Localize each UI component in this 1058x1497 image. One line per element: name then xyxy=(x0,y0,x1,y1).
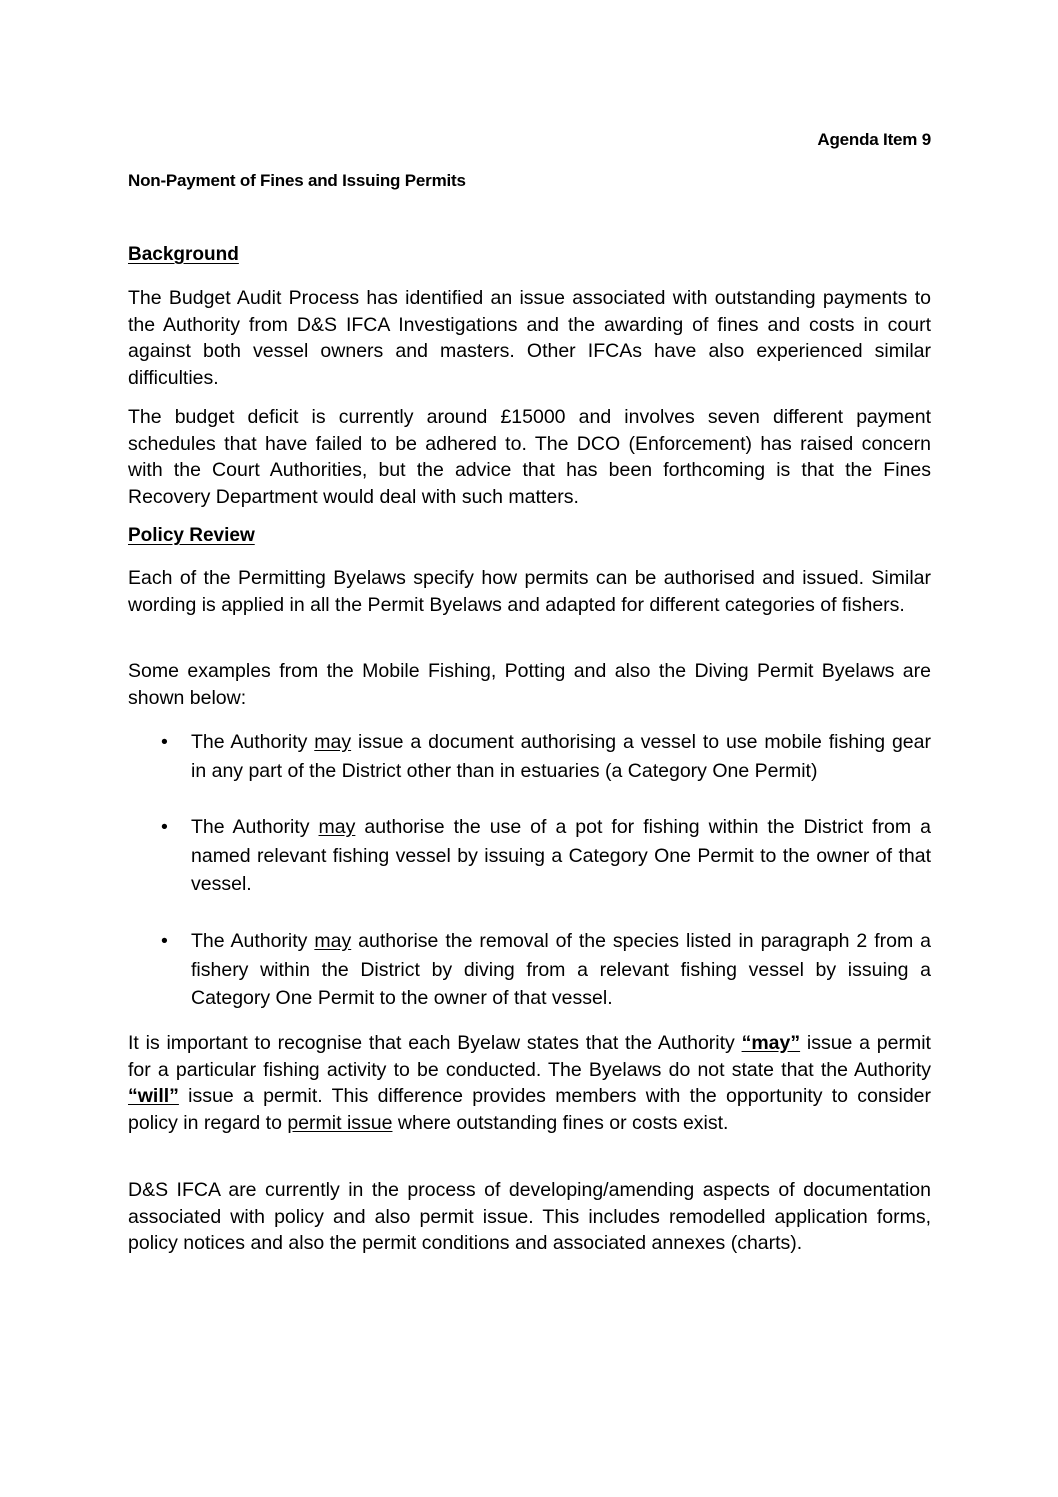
list-item-text: The Authority may authorise the use of a pot for fishing within the District from a named relevant fishing vessel by issuing a Category One Permit to the owner of that vessel. xyxy=(191,816,931,895)
policy-review-paragraph-4: D&S IFCA are currently in the process of developing/amending aspects of documentation associated with policy and also permit issue. This includes remodelled application forms, policy notices and also the permit conditions and associated annexes (charts). xyxy=(128,1179,931,1254)
background-paragraph-2: The budget deficit is currently around £15000 and involves seven different payment schedules that have failed to be adhered to. The DCO (Enforcement) has raised concern with the Court Authorities, but the advice that has been forthcoming is that the Fines Recovery Department would deal with such matters. xyxy=(128,406,931,508)
emphasis-may: may xyxy=(318,816,356,838)
policy-review-heading: Policy Review xyxy=(128,525,255,546)
emphasis-may: may xyxy=(314,731,352,753)
policy-review-paragraph-3: It is important to recognise that each Byelaw states that the Authority “may” issue a permit for a particular fishing activity to be conducted. The Byelaws do not state that the Authority “will” issue a permit. This difference provides members with the opportunity to consider policy in regard to permit issue where outstanding fines or costs exist. xyxy=(128,1032,931,1134)
permit-issue-emphasis: permit issue xyxy=(287,1111,393,1134)
quoted-will: “will” xyxy=(128,1085,179,1107)
policy-review-paragraph-2: Some examples from the Mobile Fishing, Potting and also the Diving Permit Byelaws are shown below: xyxy=(128,660,931,709)
bullet-marker: • xyxy=(161,731,168,753)
bullet-marker: • xyxy=(161,930,168,952)
background-heading: Background xyxy=(128,244,239,265)
policy-review-paragraph-1: Each of the Permitting Byelaws specify how permits can be authorised and issued. Similar wording is applied in all the Permit Byelaws and adapted for different categories of fishers. xyxy=(128,567,931,616)
agenda-item-label: Agenda Item 9 xyxy=(817,130,931,149)
list-item-text: The Authority may issue a document authorising a vessel to use mobile fishing gear in any part of the District other than in estuaries (a Category One Permit) xyxy=(191,731,931,782)
quoted-may: “may” xyxy=(741,1032,801,1054)
background-paragraph-1: The Budget Audit Process has identified an issue associated with outstanding payments to the Authority from D&S IFCA Investigations and the awarding of fines and costs in court against both vessel owners and masters. Other IFCAs have also experienced similar difficulties. xyxy=(128,287,931,389)
emphasis-may: may xyxy=(314,930,352,952)
document-page xyxy=(128,0,931,1497)
bullet-marker: • xyxy=(161,816,168,838)
document-title: Non-Payment of Fines and Issuing Permits xyxy=(128,171,466,190)
list-item-text: The Authority may authorise the removal of the species listed in paragraph 2 from a fishery within the District by diving from a relevant fishing vessel by issuing a Category One Permit to the owner of that vessel. xyxy=(191,930,931,1009)
